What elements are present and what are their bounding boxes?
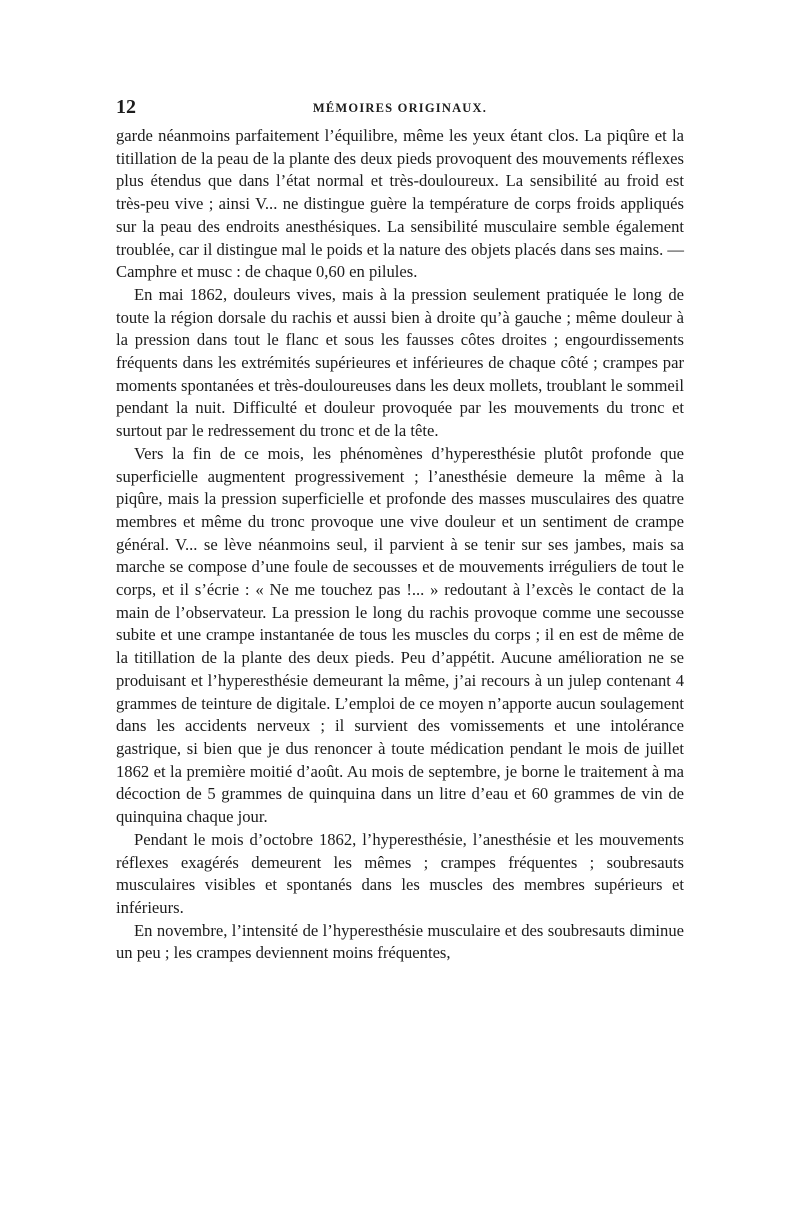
page-header: [116, 96, 684, 118]
running-title: MÉMOIRES ORIGINAUX.: [312, 101, 488, 115]
paragraph-1: garde néanmoins parfaitement l’équilibre, même les yeux étant clos. La piqûre et la titillation de la peau de la plante des deux pieds provoquent des mouvements réflexes plus étendus que dans l’état normal et très-douloureux. La sensibilité au froid est très-peu vive ; ainsi V... ne distingue guère la température de corps froids appliqués sur la peau des endroits anesthésiques. La sensibilité musculaire semble également troublée, car il distingue mal le poids et la nature des objets placés dans ses mains. — Camphre et musc : de chaque 0,60 en pilules.: [116, 126, 684, 282]
paragraph-2: En mai 1862, douleurs vives, mais à la pression seulement pratiquée le long de toute la région dorsale du rachis et aussi bien à droite qu’à gauche ; même douleur à la pression dans tout le flanc et sous les fausses côtes droites ; engourdissements fréquents dans les extrémités supérieures et inférieures de chaque côté ; crampes par moments spontanées et très-douloureuses dans les deux mollets, troublant le sommeil pendant la nuit. Difficulté et douleur provoquée par les mouvements du tronc et surtout par le redressement du tronc et de la tête.: [116, 284, 684, 441]
page-number: 12: [116, 96, 136, 118]
paragraph-5: En novembre, l’intensité de l’hyperesthésie musculaire et des soubresauts diminue un peu ; les crampes deviennent moins fréquentes,: [116, 920, 684, 963]
paragraph-3: Vers la fin de ce mois, les phénomènes d’hyperesthésie plutôt profonde que superficielle augmentent progressivement ; l’anesthésie demeure la même à la piqûre, mais la pression superficielle et profonde des masses musculaires des quatre membres et même du tronc provoque une vive douleur et un sentiment de crampe général. V... se lève néanmoins seul, il parvient à se tenir sur ses jambes, mais sa marche se compose d’une foule de secousses et de mouvements irréguliers de tout le corps, et il s’écrie : « Ne me touchez pas !... » redoutant à l’excès le contact de la main de l’observateur. La pression le long du rachis provoque comme une secousse subite et une crampe instantanée de tous les muscles du corps ; il en est de même de la titillation de la plante des deux pieds. Peu d’appétit. Aucune amélioration ne se produisant et l’hyperesthésie demeurant la même, j’ai recours à un julep contenant 4 grammes de teinture de digitale. L’emploi de ce moyen n’apporte aucun soulagement dans les accidents nerveux ; il survient des vomissements et une intolérance gastrique, si bien que je dus renoncer à toute médication pendant le mois de juillet 1862 et la première moitié d’août. Au mois de septembre, je borne le traitement à ma décoction de 5 grammes de quinquina dans un litre d’eau et 60 grammes de vin de quinquina chaque jour.: [116, 443, 684, 827]
paragraph-4: Pendant le mois d’octobre 1862, l’hyperesthésie, l’anesthésie et les mouvements réflexes exagérés demeurent les mêmes ; crampes fréquentes ; soubresauts musculaires visibles et spontanés dans les muscles des membres supérieurs et inférieurs.: [116, 829, 684, 917]
book-page: [116, 96, 684, 965]
body-text: [116, 125, 684, 965]
